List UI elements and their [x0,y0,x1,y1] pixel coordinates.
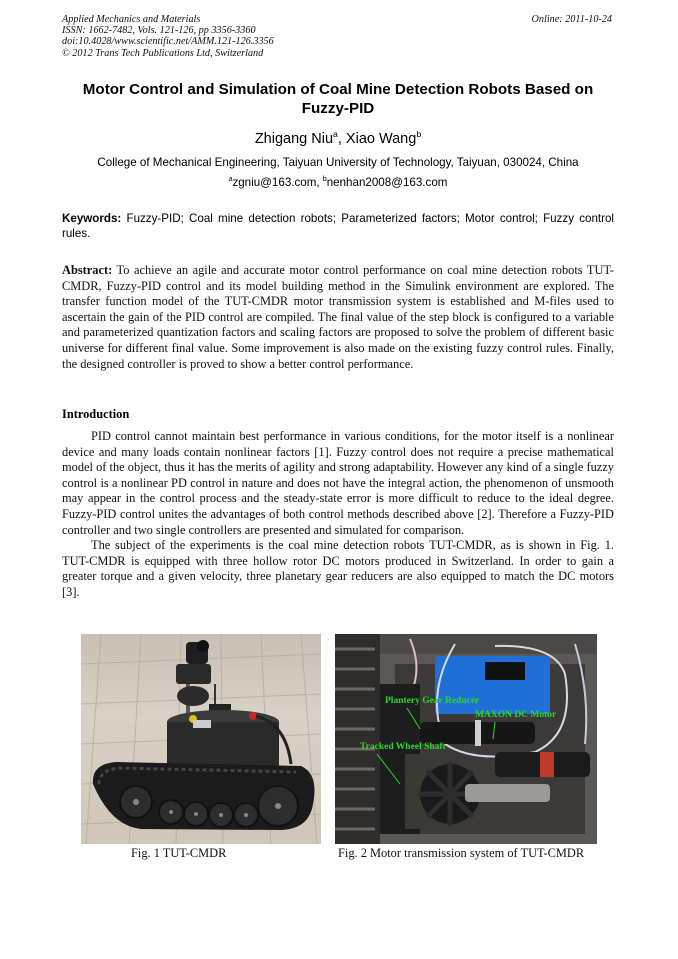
author-name: Zhigang Niu [254,131,334,147]
email-separator: , [316,176,323,189]
section-heading-introduction: Introduction [62,407,130,421]
figure-1-caption: Fig. 1 TUT-CMDR [131,846,227,860]
online-date: Online: 2011-10-24 [531,14,612,25]
abstract [62,263,614,372]
paragraph: The subject of the experiments is the coal mine detection robots TUT-CMDR, as is shown in Fig. 1. TUT-CMDR is equipped with three hollow rotor DC motors produced in Switzerland. In order to gain a greater torque and a given velocity, three planetary gear reducers are also equipped to match the DC motors [3]. [62,538,614,599]
copyright-line: © 2012 Trans Tech Publications Ltd, Switzerland [62,47,264,59]
issn-line: ISSN: 1662-7482, Vols. 121-126, pp 3356-3360 [62,25,256,37]
paragraph: PID control cannot maintain best performance in various conditions, for the motor itself is a nonlinear device and many loads contain nonlinear factors [1]. Fuzzy control does not require a precise mathematical model of the object, thus it has the merits of agility and strong adaptability. However any kind of a single fuzzy control is a nonlinear PD control in nature and does not have the integral action, the phenomenon of unsmooth may appear in the control process and the steady-state error is more difficult to reduce to the ideal degree. Fuzzy-PID control unites the advantages of both control methods described above [2]. Therefore a Fuzzy-PID controller and two single controllers are presented and simulated for comparison. [62,429,614,537]
label-tracked-wheel-shaft: Tracked Wheel Shaft [360,742,446,752]
keywords-label: Keywords: [62,212,122,225]
pointer-arrows [335,634,597,844]
paper-title: Motor Control and Simulation of Coal Mine Detection Robots Based on Fuzzy-PID [82,81,594,117]
email-address[interactable]: nenhan2008@163.com [326,176,448,189]
author-name: Xiao Wang [345,131,417,147]
email-sup: a [228,176,233,184]
affiliation: College of Mechanical Engineering, Taiyuan University of Technology, Taiyuan, 030024, China [97,156,579,169]
figure-2-caption: Fig. 2 Motor transmission system of TUT-CMDR [338,846,585,860]
email-list [62,176,614,190]
author-separator: , [337,131,346,147]
figure-1-robot-photo [81,634,321,844]
label-maxon-dc-motor: MAXON DC Motor [475,710,557,720]
label-plantery-gear-reducer: Plantery Gear Reducer [385,696,480,706]
introduction-body [62,429,614,601]
robot-illustration [81,634,321,844]
keywords-text: Fuzzy-PID; Coal mine detection robots; Parameterized factors; Motor control; Fuzzy control rules. [62,212,614,241]
figure-2-motor-photo [335,634,597,844]
journal-name: Applied Mechanics and Materials [62,14,201,25]
abstract-text: To achieve an agile and accurate motor control performance on coal mine detection robots TUT-CMDR, Fuzzy-PID control and its model building method in the Simulink environment are explored. The transfer function model of the TUT-CMDR motor transmission system is established and M-files used to ascertain the gain of the PID control are compiled. The final value of the step block is configured to a variable and parameterized quantization factors and scaling factors are proposed to solve the problem of different basic universe for different final value. Some improvement is also made on the existing fuzzy control rules. Finally, the designed controller is proved to show a better control performance. [62,263,615,371]
email-address[interactable]: zgniu@163.com [232,176,317,189]
journal-header [62,14,274,59]
author-sup: a [333,128,338,139]
email-sup: b [322,176,327,184]
abstract-label: Abstract: [62,263,113,277]
author-sup: b [416,128,422,139]
keywords [62,211,614,241]
author-list [62,130,614,148]
doi-line[interactable]: doi:10.4028/www.scientific.net/AMM.121-126.3356 [62,36,274,48]
